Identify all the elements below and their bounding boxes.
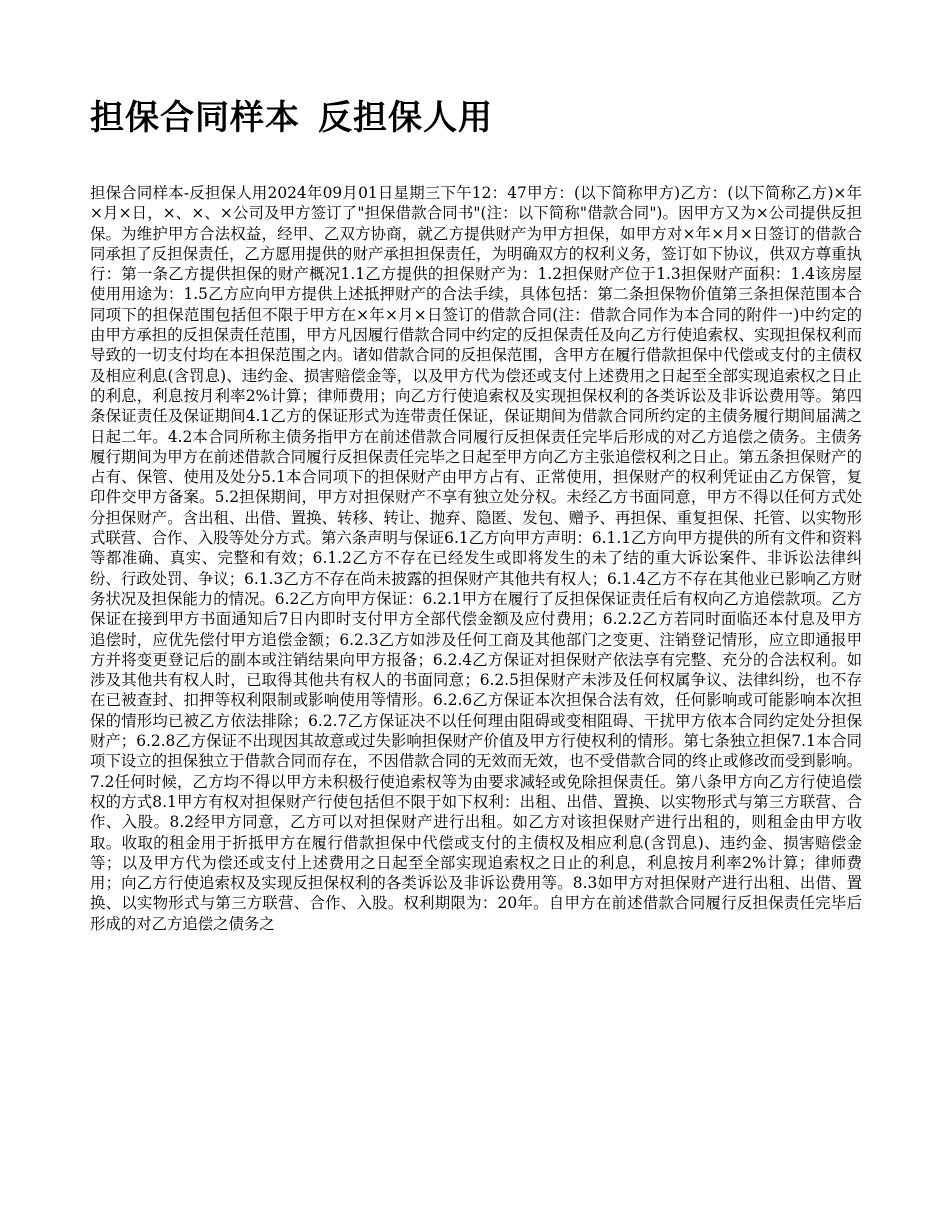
document-title bbox=[90, 90, 493, 139]
document-body-text: 担保合同样本-反担保人用2024年09月01日星期三下午12：47甲方：(以下简称甲方)乙方：(以下简称乙方)×年×月×日，×、×、×公司及甲方签订了"担保借款合同书"(注：以下简称"借款合同")。因甲方又为×公司提供反担保。为维护甲方合法权益，经甲、乙双方协商，就乙方提供财产为甲方担保，如甲方对×年×月×日签订的借款合同承担了反担保责任，乙方愿用提供的财产承担担保责任，为明确双方的权利义务，签订如下协议，供双方尊重执行：第一条乙方提供担保的财产概况1.1乙方提供的担保财产为：1.2担保财产位于1.3担保财产面积：1.4该房屋使用用途为：1.5乙方应向甲方提供上述抵押财产的合法手续，具体包括：第二条担保物价值第三条担保范围本合同项下的担保范围包括但不限于甲方在×年×月×日签订的借款合同(注：借款合同作为本合同的附件一)中约定的由甲方承担的反担保责任范围，甲方凡因履行借款合同中约定的反担保责任及向乙方行使追索权、实现担保权利而导致的一切支付均在本担保范围之内。诸如借款合同的反担保范围，含甲方在履行借款担保中代偿或支付的主债权及相应利息(含罚息)、违约金、损害赔偿金等，以及甲方代为偿还或支付上述费用之日起至全部实现追索权之日止的利息，利息按月利率2%计算；律师费用；向乙方行使追索权及实现担保权利的各类诉讼及非诉讼费用等。第四条保证责任及保证期间4.1乙方的保证形式为连带责任保证，保证期间为借款合同所约定的主债务履行期间届满之日起二年。4.2本合同所称主债务指甲方在前述借款合同履行反担保责任完毕后形成的对乙方追偿之债务。主债务履行期间为甲方在前述借款合同履行反担保责任完毕之日起至甲方向乙方主张追偿权利之日止。第五条担保财产的占有、保管、使用及处分5.1本合同项下的担保财产由甲方占有、正常使用，担保财产的权利凭证由乙方保管，复印件交甲方备案。5.2担保期间，甲方对担保财产不享有独立处分权。未经乙方书面同意，甲方不得以任何方式处分担保财产。含出租、出借、置换、转移、转让、抛弃、隐匿、发包、赠予、再担保、重复担保、托管、以实物形式联营、合作、入股等处分方式。第六条声明与保证6.1乙方向甲方声明：6.1.1乙方向甲方提供的所有文件和资料等都准确、真实、完整和有效；6.1.2乙方不存在已经发生或即将发生的未了结的重大诉讼案件、非诉讼法律纠纷、行政处罚、争议；6.1.3乙方不存在尚未披露的担保财产其他共有权人；6.1.4乙方不存在其他业已影响乙方财务状况及担保能力的情况。6.2乙方向甲方保证：6.2.1甲方在履行了反担保保证责任后有权向乙方追偿款项。乙方保证在接到甲方书面通知后7日内即时支付甲方全部代偿金额及应付费用；6.2.2乙方若同时面临还本付息及甲方追偿时，应优先偿付甲方追偿金额；6.2.3乙方如涉及任何工商及其他部门之变更、注销登记情形，应立即通报甲方并将变更登记后的副本或注销结果向甲方报备；6.2.4乙方保证对担保财产依法享有完整、充分的合法权利。如涉及其他共有权人时，已取得其他共有权人的书面同意；6.2.5担保财产未涉及任何权属争议、法律纠纷，也不存在已被查封、扣押等权利限制或影响使用等情形。6.2.6乙方保证本次担保合法有效，任何影响或可能影响本次担保的情形均已被乙方依法排除；6.2.7乙方保证决不以任何理由阻碍或变相阻碍、干扰甲方依本合同约定处分担保财产；6.2.8乙方保证不出现因其故意或过失影响担保财产价值及甲方行使权利的情形。第七条独立担保7.1本合同项下设立的担保独立于借款合同而存在，不因借款合同的无效而无效，也不受借款合同的终止或修改而受到影响。7.2任何时候，乙方均不得以甲方未积极行使追索权等为由要求减轻或免除担保责任。第八条甲方向乙方行使追偿权的方式8.1甲方有权对担保财产行使包括但不限于如下权利：出租、出借、置换、以实物形式与第三方联营、合作、入股。8.2经甲方同意，乙方可以对担保财产进行出租。如乙方对该担保财产进行出租的，则租金由甲方收取。收取的租金用于折抵甲方在履行借款担保中代偿或支付的主债权及相应利息(含罚息)、违约金、损害赔偿金等；以及甲方代为偿还或支付上述费用之日起至全部实现追索权之日止的利息，利息按月利率2%计算；律师费用；向乙方行使追索权及实现反担保权利的各类诉讼及非诉讼费用等。8.3如甲方对担保财产进行出租、出借、置换、以实物形式与第三方联营、合作、入股。权利期限为：20年。自甲方在前述借款合同履行反担保责任完毕后形成的对乙方追偿之债务之 bbox=[90, 184, 862, 933]
document-title-sub: 反担保人用 bbox=[318, 98, 493, 138]
document-title-main: 担保合同样本 bbox=[90, 98, 300, 138]
